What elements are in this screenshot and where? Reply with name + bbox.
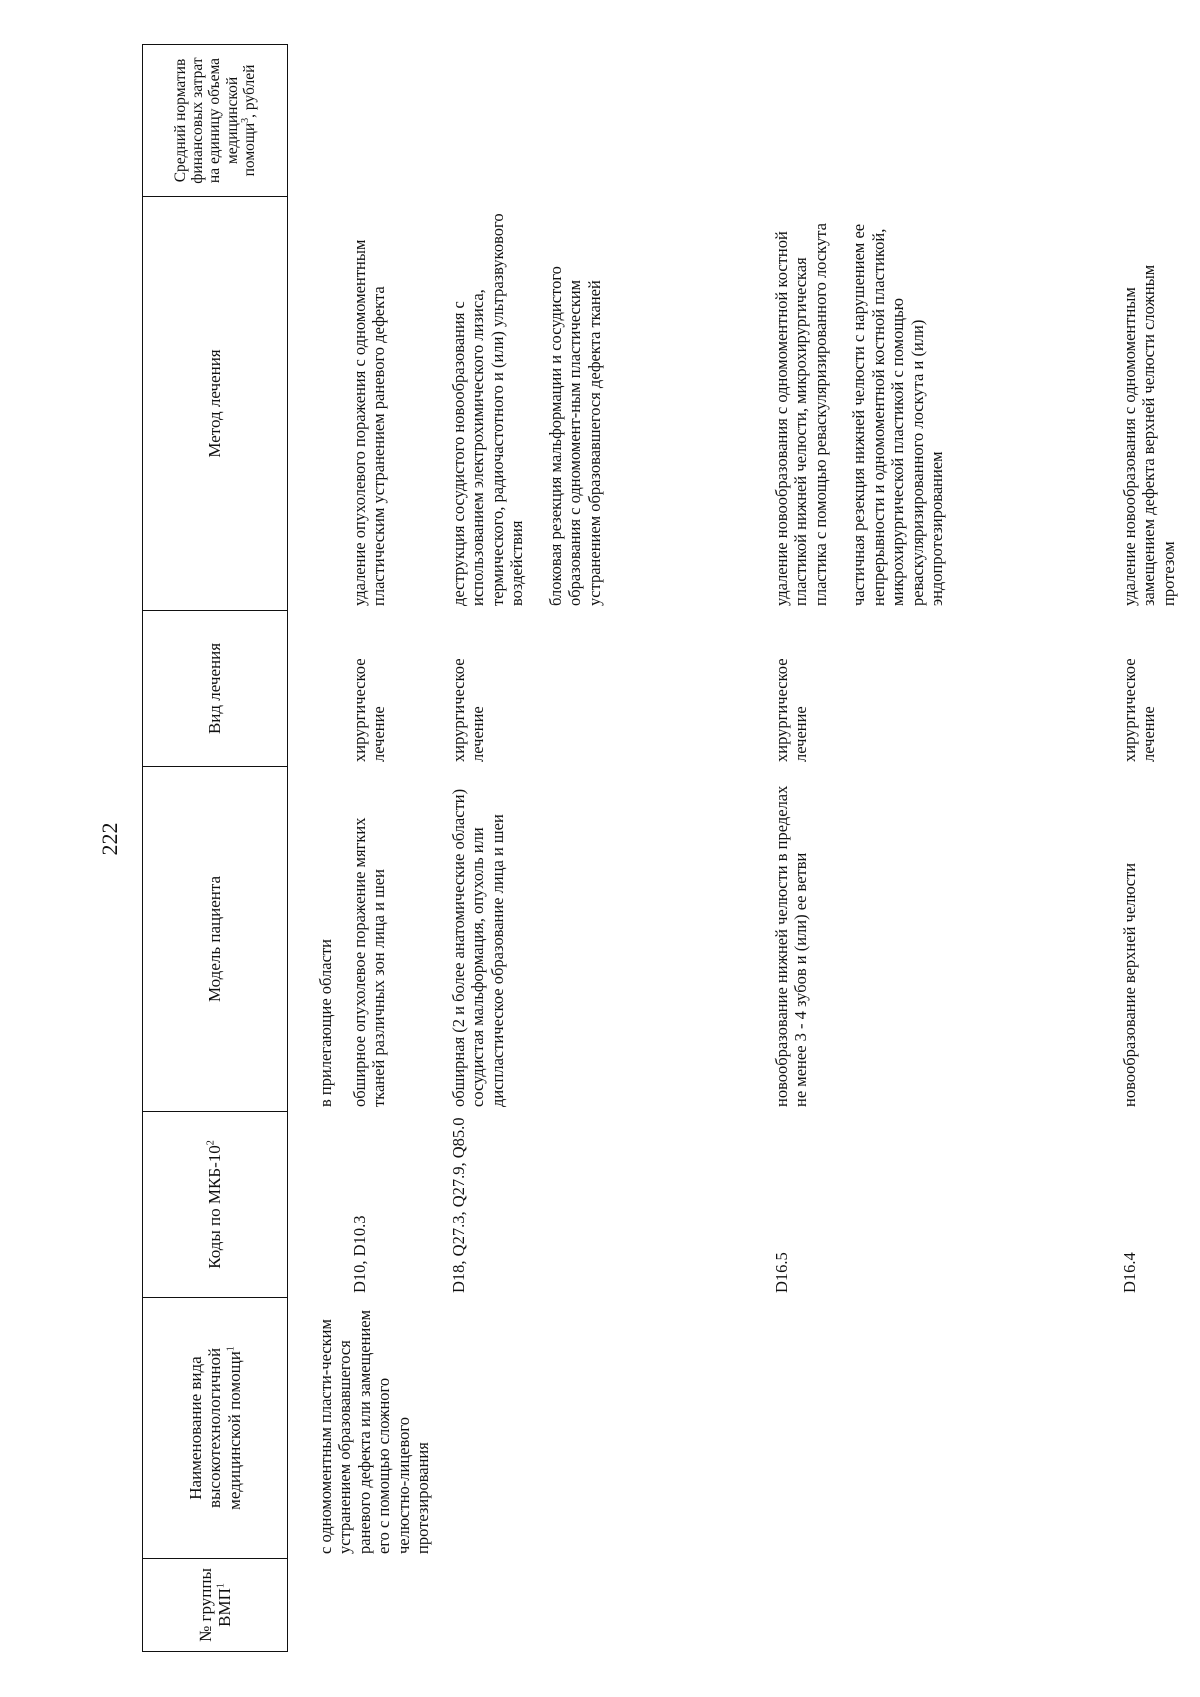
table-header (142, 44, 288, 1652)
treatment-method-cell: удаление опухолевого поражения с одномоментным пластическим устранением раневого дефекта (350, 239, 389, 606)
treatment-type-cell: хирургическое лечение (350, 658, 389, 762)
treatment-type-cell: хирургическое лечение (772, 658, 811, 762)
header-cell-patient-model: Модель пациента (143, 767, 287, 1112)
treatment-method-cell: удаление новообразования с одномоментной костной пластикой нижней челюсти, микрохирургическая пластика с помощью реваскуляризированного лоскута частичная резекция нижней челюсти с нарушением ее непрерывности и одномоментной костной пластикой, микрохирургической пластикой с помощью реваскуляризированного лоскута и (или) эндопротезированием (772, 223, 947, 606)
icd-codes-cell: D16.5 (772, 1252, 791, 1293)
patient-model-cell: обширное опухолевое поражение мягких тканей различных зон лица и шеи (350, 817, 389, 1107)
patient-model-cell: новообразование нижней челюсти в пределах не менее 3 - 4 зубов и (или) ее ветви (772, 785, 811, 1107)
page-number: 222 (97, 822, 122, 856)
treatment-method-cell: удаление новообразования с одномоментным замещением дефекта верхней челюсти сложным протезом (1120, 264, 1178, 606)
header-cell-group-number: № группы ВМП$^1$ (143, 1559, 287, 1652)
patient-model-cell: новообразование верхней челюсти (1120, 862, 1139, 1107)
patient-model-cell: обширная (2 и более анатомические области) сосудистая мальформация, опухоль или диспластическое образование лица и шеи (449, 788, 507, 1107)
header-cell-average-cost: Средний норматив финансовых затрат на единицу объема медицинской помощи$^3$, рублей (143, 44, 287, 197)
table-body (288, 36, 1200, 1652)
icd-codes-cell: D10, D10.3 (350, 1215, 369, 1293)
treatment-type-cell: хирургическое лечение (449, 658, 488, 762)
icd-codes-cell: D18, Q27.3, Q27.9, Q85.0 (449, 1117, 468, 1293)
vmp-name-continuation: с одномоментным пласти-ческим устранением образовавшегося раневого дефекта или замещением его с помощью сложного челюстно-лицевого протезирования (316, 1309, 433, 1554)
treatment-method-cell: деструкция сосудистого новообразования с использованием электрохимического лизиса, термического, радиочастотного и (или) ультразвукового воздействия блоковая резекция мальформации и сосудистого образования с одномомент-ным пластическим устранением образовавшегося дефекта тканей (449, 213, 604, 606)
header-cell-vmp-name: Наименование вида высокотехнологичной медицинской помощи$^1$ (143, 1298, 287, 1559)
header-cell-treatment-method: Метод лечения (143, 197, 287, 611)
header-cell-treatment-type: Вид лечения (143, 611, 287, 767)
model-continuation: в прилегающие области (316, 939, 335, 1107)
header-cell-icd-codes: Коды по МКБ-$10^2$ (143, 1112, 287, 1298)
icd-codes-cell: D16.4 (1120, 1252, 1139, 1293)
treatment-type-cell: хирургическое лечение (1120, 658, 1159, 762)
rotated-table (142, 36, 1200, 1652)
